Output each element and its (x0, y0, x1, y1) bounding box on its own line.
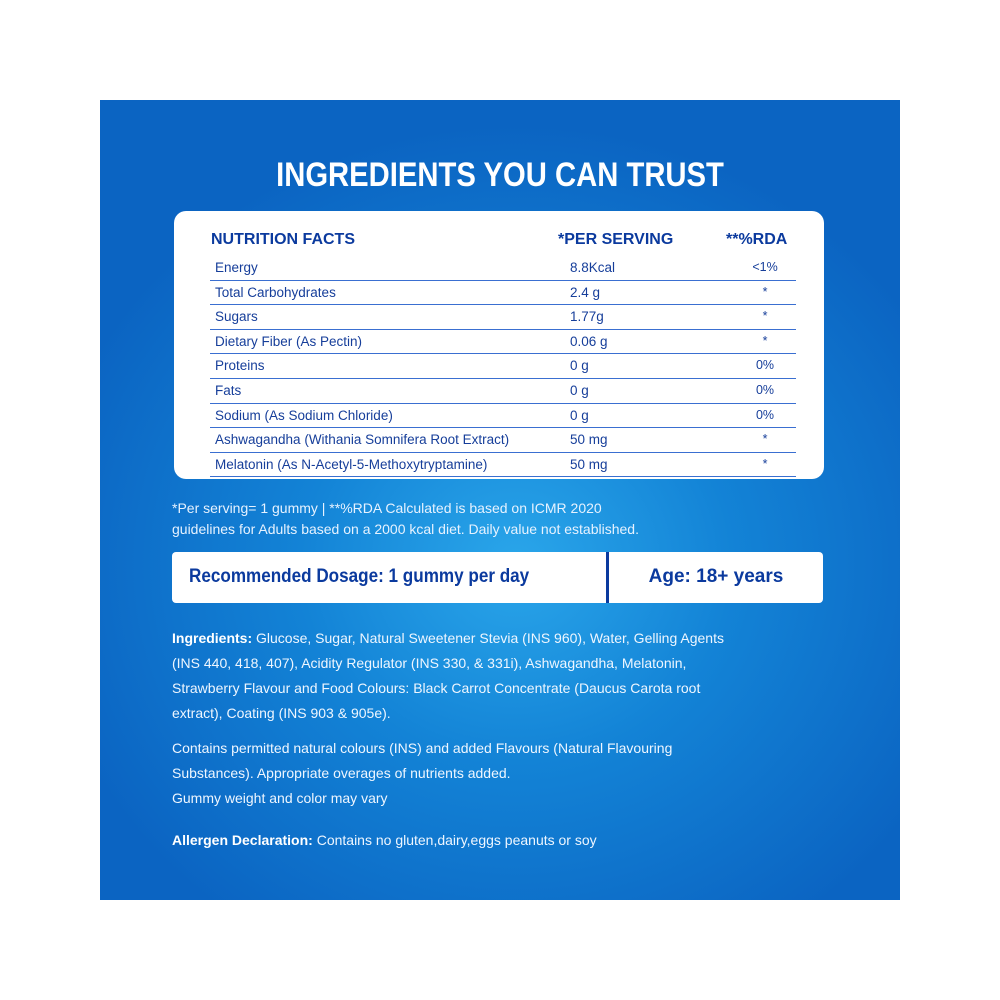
ingredients-text: Glucose, Sugar, Natural Sweetener Stevia (INS 960), Water, Gelling Agents (INS 440, 418, 407), Acidity Regulator (INS 330, & 331i), Ashwagandha, Melatonin, Strawberry Flavour and Food Colours: Black Carrot Concentrate (Daucus Carota root extract), Coating (INS 903 & 905e). (172, 630, 724, 721)
nutrient-name: Dietary Fiber (As Pectin) (215, 333, 363, 349)
age-requirement: Age: 18+ years (648, 566, 784, 587)
table-row (210, 256, 796, 281)
nutrient-rda: * (762, 432, 768, 447)
ingredients-paragraph (172, 626, 752, 726)
table-row (210, 379, 796, 404)
footnote-line-2: guidelines for Adults based on a 2000 kcal diet. Daily value not established. (172, 521, 639, 537)
table-row (210, 453, 796, 478)
weight-disclaimer: Gummy weight and color may vary (172, 790, 388, 806)
nutrient-name: Sugars (215, 309, 258, 325)
nutrient-name: Proteins (215, 358, 265, 374)
header-per-serving: *PER SERVING (558, 231, 674, 248)
nutrition-facts-card (174, 211, 824, 479)
dosage-box (172, 552, 823, 603)
nutrient-per-serving: 2.4 g (570, 284, 601, 300)
allergen-text: Contains no gluten,dairy,eggs peanuts or soy (312, 832, 597, 848)
contains-text: Contains permitted natural colours (INS) and added Flavours (Natural Flavouring Substances). Appropriate overages of nutrients added. (172, 740, 673, 781)
serving-footnote (172, 498, 812, 540)
nutrient-per-serving: 50 mg (570, 432, 608, 448)
nutrient-per-serving: 50 mg (570, 456, 608, 472)
table-row (210, 428, 796, 453)
nutrient-per-serving: 8.8Kcal (570, 260, 616, 275)
nutrient-per-serving: 0 g (570, 358, 589, 374)
nutrition-table-body (210, 256, 796, 477)
nutrient-name: Sodium (As Sodium Chloride) (215, 407, 393, 423)
nutrient-rda: 0% (755, 358, 775, 373)
nutrient-rda: 0% (755, 382, 775, 397)
nutrient-name: Ashwagandha (Withania Somnifera Root Extract) (215, 432, 510, 448)
table-row (210, 330, 796, 355)
nutrient-rda: * (762, 333, 768, 348)
header-nutrition-facts: NUTRITION FACTS (211, 231, 355, 248)
nutrition-table-header (174, 229, 824, 251)
nutrient-name: Melatonin (As N-Acetyl-5-Methoxytryptamine) (215, 456, 488, 472)
nutrient-rda: * (762, 456, 768, 471)
footnote-line-1: *Per serving= 1 gummy | **%RDA Calculated is based on ICMR 2020 (172, 500, 602, 516)
nutrient-per-serving: 0 g (570, 407, 589, 423)
product-info-panel (100, 100, 900, 900)
allergen-label: Allergen Declaration: (172, 832, 313, 848)
recommended-dosage: Recommended Dosage: 1 gummy per day (189, 566, 530, 587)
contains-paragraph (172, 736, 752, 811)
nutrient-rda: * (762, 309, 768, 324)
table-row (210, 404, 796, 429)
allergen-paragraph (172, 828, 752, 853)
table-row (210, 305, 796, 330)
nutrient-per-serving: 0 g (570, 382, 589, 398)
nutrient-name: Fats (215, 382, 242, 398)
table-row (210, 281, 796, 306)
nutrient-rda: <1% (752, 260, 778, 274)
ingredients-label: Ingredients: (172, 630, 253, 646)
nutrient-per-serving: 1.77g (570, 309, 604, 325)
page-title: INGREDIENTS YOU CAN TRUST (276, 156, 724, 194)
nutrient-per-serving: 0.06 g (570, 333, 608, 349)
nutrient-name: Total Carbohydrates (215, 284, 336, 300)
table-row (210, 354, 796, 379)
nutrient-name: Energy (215, 260, 258, 275)
nutrient-rda: * (762, 284, 768, 299)
header-rda: **%RDA (726, 231, 788, 248)
nutrient-rda: 0% (755, 407, 775, 422)
